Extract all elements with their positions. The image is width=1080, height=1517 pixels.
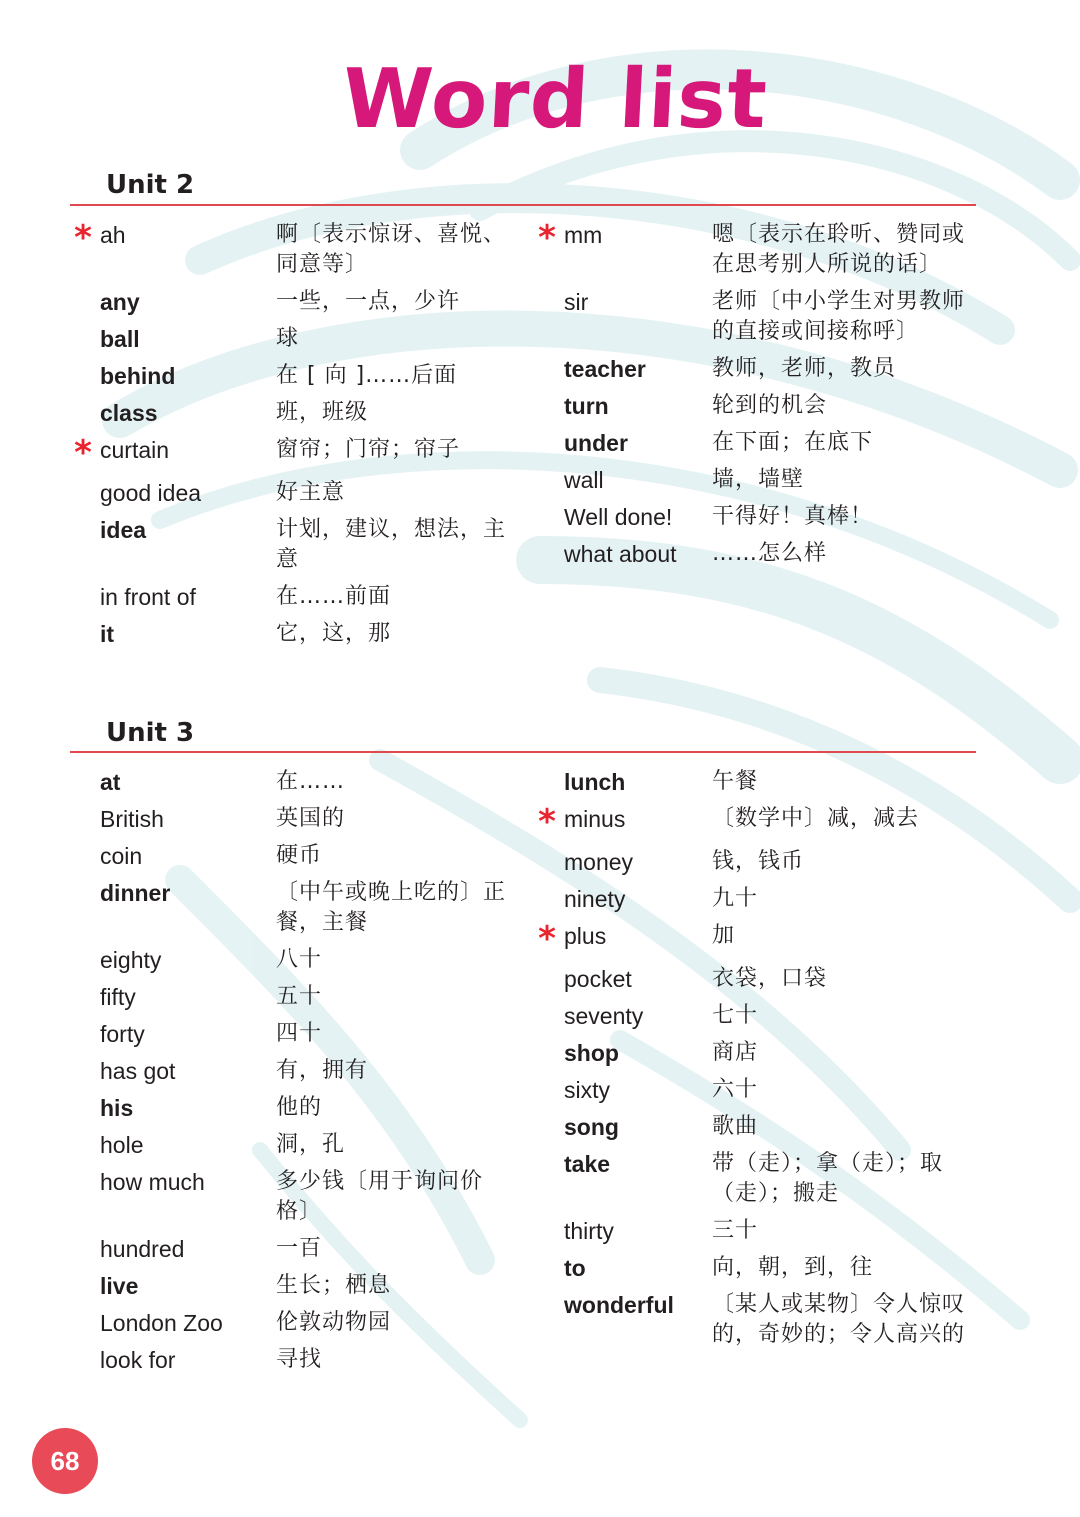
vocab-entry [66, 1271, 516, 1301]
vocab-meaning: 在 [ 向 ]……后面 [276, 363, 458, 388]
vocab-entry [530, 1253, 980, 1283]
vocab-word: pocket [564, 966, 632, 992]
vocab-meaning: 嗯〔表示在聆听、赞同或在思考别人所说的话〕 [712, 222, 966, 277]
star-marker-icon: * [74, 218, 92, 258]
vocab-meaning: 伦敦动物园 [276, 1310, 392, 1335]
vocab-meaning: 六十 [712, 1077, 759, 1102]
vocab-word: how much [100, 1169, 205, 1195]
vocab-meaning: 午餐 [712, 769, 759, 794]
vocab-word: thirty [564, 1218, 614, 1244]
vocab-meaning: 英国的 [276, 806, 346, 831]
vocab-entry [66, 767, 516, 797]
vocab-word: live [100, 1273, 139, 1299]
vocab-word: in front of [100, 584, 196, 610]
vocab-entry [66, 582, 516, 612]
vocab-word: sixty [564, 1077, 610, 1103]
vocab-entry [66, 1167, 516, 1227]
vocab-entry [530, 921, 980, 957]
vocab-word: wall [564, 467, 604, 493]
vocab-meaning: 一些，一点，少许 [276, 289, 461, 314]
vocab-meaning: 加 [712, 923, 736, 948]
vocab-entry [66, 361, 516, 391]
vocab-meaning: 钱，钱币 [712, 849, 805, 874]
vocab-entry [66, 515, 516, 575]
vocab-word: teacher [564, 356, 646, 382]
vocab-entry [66, 1234, 516, 1264]
vocab-entry [66, 1345, 516, 1375]
vocab-entry [530, 287, 980, 347]
vocab-meaning: 老师〔中小学生对男教师的直接或间接称呼〕 [712, 289, 966, 344]
vocab-entry [530, 1149, 980, 1209]
vocab-word: Well done! [564, 504, 673, 530]
vocab-meaning: 多少钱〔用于询问价格〕 [276, 1169, 484, 1224]
vocab-meaning: 洞，孔 [276, 1132, 346, 1157]
vocab-word: shop [564, 1040, 619, 1066]
vocab-entry [530, 1290, 980, 1350]
vocab-entry [66, 945, 516, 975]
vocab-word: take [564, 1151, 611, 1177]
vocab-meaning: 〔中午或晚上吃的〕正餐，主餐 [276, 880, 507, 935]
vocab-entry [66, 804, 516, 834]
vocab-entry [66, 841, 516, 871]
star-marker-icon: * [538, 919, 556, 959]
star-marker-icon: * [74, 433, 92, 473]
vocab-word: seventy [564, 1003, 644, 1029]
unit-3-right-column [530, 767, 980, 1357]
vocab-meaning: 在下面；在底下 [712, 430, 874, 455]
vocab-word: behind [100, 363, 176, 389]
vocab-meaning: ……怎么样 [712, 541, 828, 566]
vocab-word: coin [100, 843, 143, 869]
vocab-meaning: 墙，墙壁 [712, 467, 805, 492]
star-marker-icon: * [538, 802, 556, 842]
vocab-word: look for [100, 1347, 176, 1373]
vocab-word: hole [100, 1132, 144, 1158]
vocab-entry [530, 1112, 980, 1142]
vocab-meaning: 它，这，那 [276, 621, 392, 646]
vocab-word: idea [100, 517, 147, 543]
vocab-entry [530, 220, 980, 280]
vocab-entry [530, 767, 980, 797]
vocab-entry [530, 391, 980, 421]
unit-3-heading: Unit 3 [106, 718, 195, 748]
vocab-meaning: 九十 [712, 886, 759, 911]
vocab-entry [530, 428, 980, 458]
vocab-word: what about [564, 541, 677, 567]
vocab-meaning: 硬币 [276, 843, 323, 868]
page-title: Word list [340, 52, 770, 147]
vocab-entry [66, 1019, 516, 1049]
vocab-word: money [564, 849, 634, 875]
vocab-entry [530, 884, 980, 914]
vocab-word: eighty [100, 947, 162, 973]
vocab-meaning: 歌曲 [712, 1114, 759, 1139]
vocab-entry [66, 398, 516, 428]
vocab-meaning: 〔数学中〕减，减去 [712, 806, 920, 831]
vocab-word: wonderful [564, 1292, 674, 1318]
vocab-word: has got [100, 1058, 176, 1084]
vocab-word: ah [100, 222, 126, 248]
vocab-word: turn [564, 393, 609, 419]
vocab-entry [530, 465, 980, 495]
vocab-word: ball [100, 326, 140, 352]
vocab-word: under [564, 430, 628, 456]
vocab-entry [66, 1093, 516, 1123]
vocab-meaning: 带（走）；拿（走）；取（走）；搬走 [712, 1151, 944, 1206]
vocab-word: curtain [100, 437, 170, 463]
vocab-meaning: 商店 [712, 1040, 759, 1065]
vocab-entry [530, 964, 980, 994]
vocab-meaning: 向，朝，到，往 [712, 1255, 874, 1280]
vocab-entry [66, 478, 516, 508]
vocab-word: hundred [100, 1236, 185, 1262]
vocab-word: class [100, 400, 158, 426]
vocab-meaning: 轮到的机会 [712, 393, 828, 418]
vocab-entry [530, 539, 980, 569]
vocab-word: British [100, 806, 164, 832]
vocab-entry [530, 847, 980, 877]
vocab-meaning: 教师，老师，教员 [712, 356, 897, 381]
vocab-meaning: 班，班级 [276, 400, 369, 425]
vocab-word: forty [100, 1021, 145, 1047]
vocab-word: plus [564, 923, 607, 949]
vocab-word: ninety [564, 886, 626, 912]
vocab-word: lunch [564, 769, 626, 795]
vocab-meaning: 〔某人或某物〕令人惊叹的，奇妙的；令人高兴的 [712, 1292, 966, 1347]
vocab-meaning: 八十 [276, 947, 323, 972]
vocab-entry [530, 804, 980, 840]
unit-3-left-column [66, 767, 516, 1382]
unit-2-heading: Unit 2 [106, 170, 195, 200]
vocab-meaning: 五十 [276, 984, 323, 1009]
vocab-meaning: 一百 [276, 1236, 323, 1261]
vocab-meaning: 四十 [276, 1021, 323, 1046]
vocab-entry [66, 619, 516, 649]
vocab-meaning: 球 [276, 326, 300, 351]
vocab-entry [66, 982, 516, 1012]
vocab-word: fifty [100, 984, 136, 1010]
vocab-word: good idea [100, 480, 202, 506]
vocab-word: sir [564, 289, 589, 315]
unit-2-right-column [530, 220, 980, 576]
vocab-entry [530, 1075, 980, 1105]
unit-2-divider [70, 204, 976, 206]
vocab-meaning: 计划，建议，想法，主意 [276, 517, 507, 572]
vocab-word: it [100, 621, 115, 647]
vocab-entry [66, 878, 516, 938]
vocab-entry [66, 324, 516, 354]
unit-3-divider [70, 751, 976, 753]
vocab-word: song [564, 1114, 619, 1140]
vocab-word: London Zoo [100, 1310, 223, 1336]
vocab-word: mm [564, 222, 603, 248]
vocab-entry [66, 220, 516, 280]
vocab-meaning: 好主意 [276, 480, 346, 505]
vocab-meaning: 干得好！真棒！ [712, 504, 874, 529]
vocab-word: any [100, 289, 140, 315]
vocab-entry [530, 1038, 980, 1068]
vocab-entry [530, 1001, 980, 1031]
vocab-entry [530, 502, 980, 532]
vocab-meaning: 七十 [712, 1003, 759, 1028]
vocab-entry [66, 287, 516, 317]
vocab-meaning: 在……前面 [276, 584, 392, 609]
vocab-word: dinner [100, 880, 171, 906]
vocab-meaning: 衣袋，口袋 [712, 966, 828, 991]
vocab-meaning: 窗帘；门帘；帘子 [276, 437, 461, 462]
vocab-meaning: 啊〔表示惊讶、喜悦、同意等〕 [276, 222, 507, 277]
star-marker-icon: * [538, 218, 556, 258]
vocab-word: his [100, 1095, 134, 1121]
vocab-entry [66, 435, 516, 471]
vocab-word: to [564, 1255, 586, 1281]
vocab-meaning: 三十 [712, 1218, 759, 1243]
page-number-badge: 68 [32, 1428, 98, 1494]
vocab-entry [66, 1056, 516, 1086]
vocab-meaning: 生长；栖息 [276, 1273, 392, 1298]
vocab-meaning: 在…… [276, 769, 346, 794]
vocab-entry [530, 1216, 980, 1246]
vocab-word: at [100, 769, 121, 795]
vocab-meaning: 寻找 [276, 1347, 323, 1372]
vocab-entry [530, 354, 980, 384]
vocab-word: minus [564, 806, 626, 832]
vocab-entry [66, 1130, 516, 1160]
vocab-entry [66, 1308, 516, 1338]
vocab-meaning: 他的 [276, 1095, 323, 1120]
unit-2-left-column [66, 220, 516, 656]
vocab-meaning: 有，拥有 [276, 1058, 369, 1083]
